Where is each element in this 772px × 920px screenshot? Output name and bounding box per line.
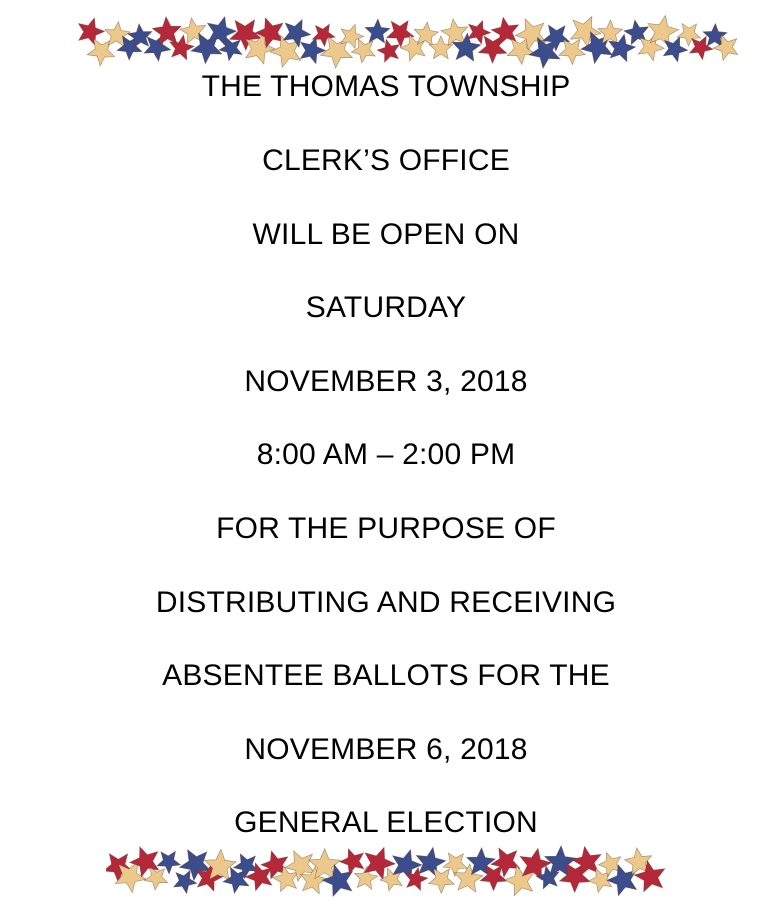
star-icon	[144, 867, 167, 890]
notice-line-election-date: NOVEMBER 6, 2018	[244, 733, 528, 766]
notice-line-township: THE THOMAS TOWNSHIP	[201, 70, 571, 103]
notice-line-hours: 8:00 AM – 2:00 PM	[256, 438, 516, 471]
notice-line-ballots: ABSENTEE BALLOTS FOR THE	[162, 659, 610, 692]
star-icon	[416, 847, 446, 877]
notice-line-election: GENERAL ELECTION	[234, 806, 538, 839]
notice-line-office: CLERK’S OFFICE	[262, 144, 510, 177]
notice-line-day: SATURDAY	[305, 291, 467, 324]
notice-line-distributing: DISTRIBUTING AND RECEIVING	[155, 586, 617, 619]
notice-line-open-on: WILL BE OPEN ON	[252, 218, 520, 251]
stars-border-bottom-icon	[106, 842, 670, 900]
star-icon	[340, 849, 364, 875]
notice-line-purpose: FOR THE PURPOSE OF	[216, 512, 556, 545]
notice-line-date: NOVEMBER 3, 2018	[244, 365, 528, 398]
